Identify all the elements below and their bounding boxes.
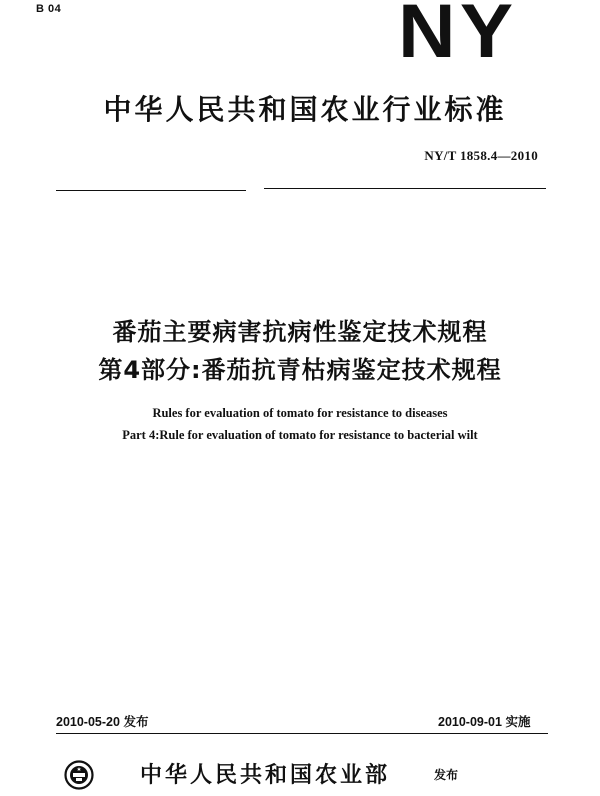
classification-code-text: B 04: [36, 3, 62, 15]
issuing-authority-suffix: 发布: [434, 768, 459, 782]
standard-type-heading: 中华人民共和国农业行业标准: [103, 93, 507, 126]
implement-date-value: 2010-09-01: [438, 715, 502, 729]
footer-divider: [56, 733, 548, 734]
ny-logo: NY: [398, 0, 518, 74]
publish-date-label: 发布: [123, 715, 149, 729]
title-en-line2: Part 4:Rule for evaluation of tomato for resistance to bacterial wilt: [122, 428, 478, 442]
implement-date-label: 实施: [505, 715, 531, 729]
classification-code: [36, 0, 61, 15]
title-zh-line2: 第4部分:番茄抗青枯病鉴定技术规程: [98, 356, 502, 384]
standard-number: NY/T 1858.4—2010: [424, 148, 538, 163]
implement-date: [438, 712, 530, 730]
title-en-line1: Rules for evaluation of tomato for resistance to diseases: [152, 406, 448, 420]
national-emblem-icon: [64, 760, 94, 790]
header-divider-right: [264, 188, 546, 189]
publish-date-value: 2010-05-20: [56, 715, 120, 729]
title-zh-line1: 番茄主要病害抗病性鉴定技术规程: [112, 318, 488, 346]
issuing-authority: 中华人民共和国农业部: [140, 763, 391, 788]
publish-date: [56, 712, 148, 730]
header-divider-left: [56, 190, 246, 191]
